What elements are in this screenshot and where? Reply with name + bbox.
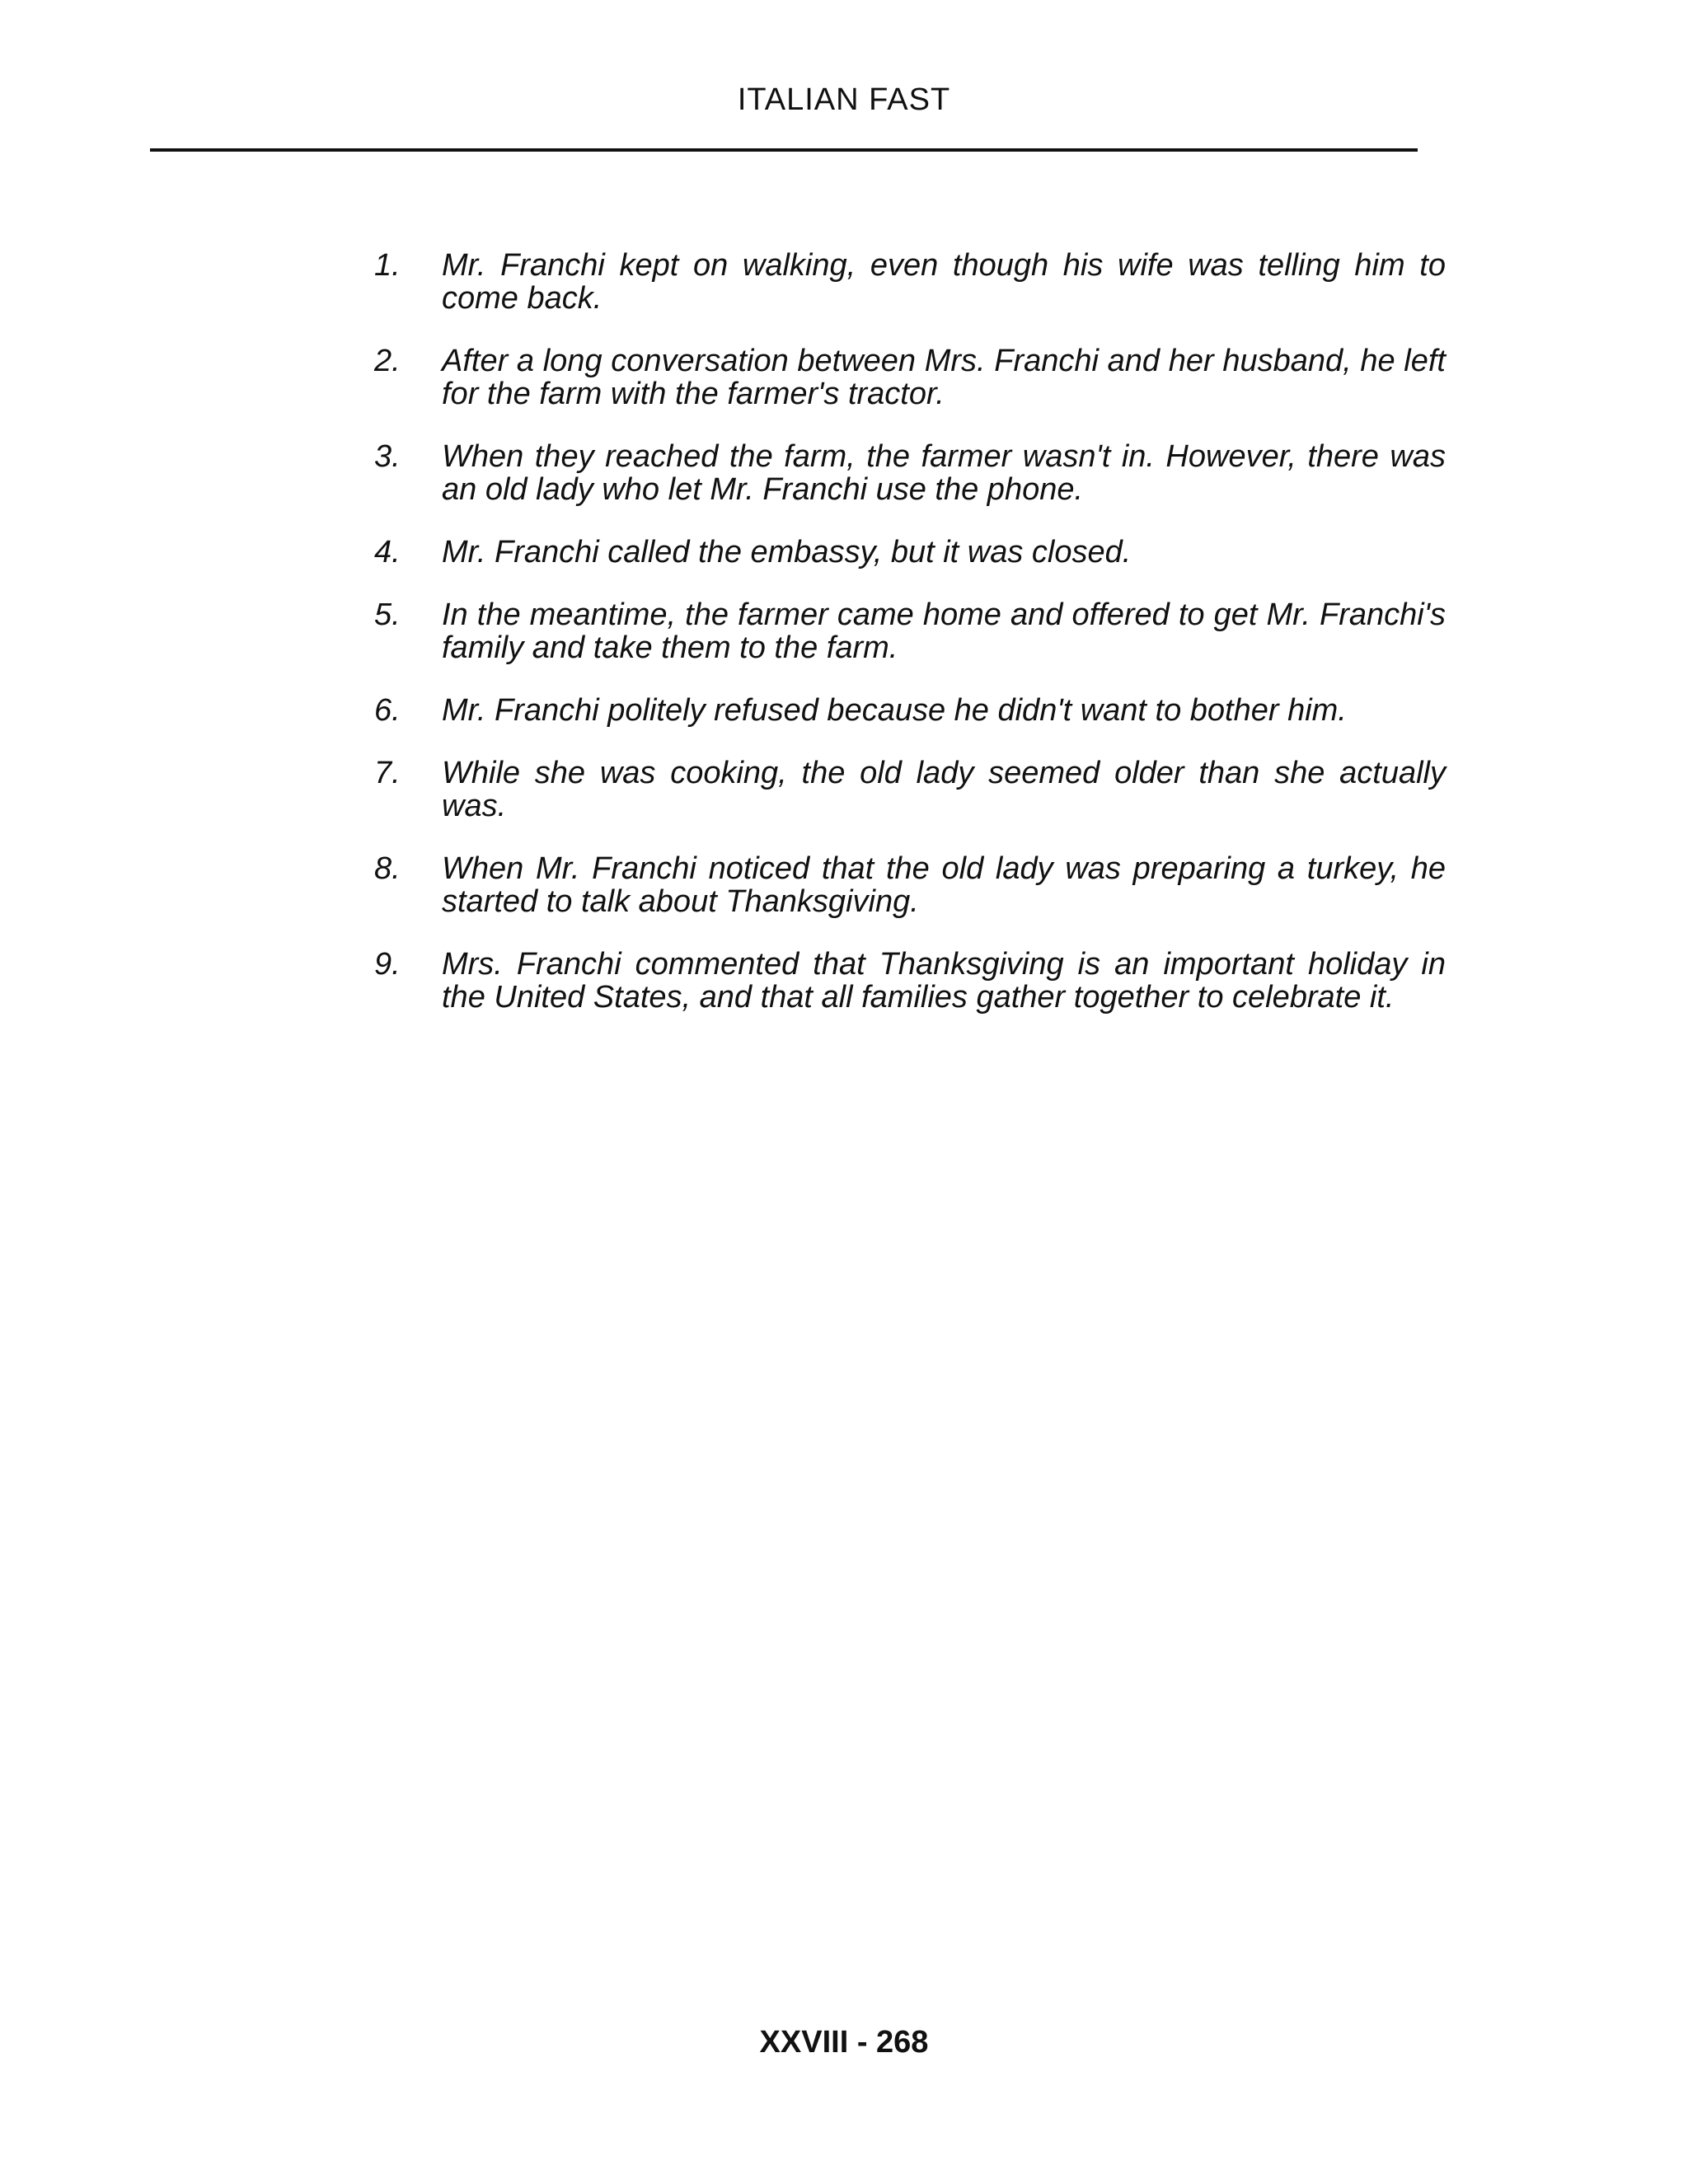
item-number: 9. — [374, 947, 401, 982]
list-item — [374, 598, 1446, 664]
page-number: XXVIII - 268 — [759, 2025, 929, 2060]
item-number: 4. — [374, 535, 401, 569]
list-item — [374, 536, 1446, 569]
item-number: 2. — [374, 344, 401, 378]
item-text: Mr. Franchi politely refused because he didn't want to bother him. — [442, 693, 1347, 728]
item-number: 1. — [374, 248, 401, 283]
item-text: While she was cooking, the old lady seemed older than she actually was. — [442, 756, 1446, 823]
list-item — [374, 249, 1446, 315]
item-number: 6. — [374, 693, 401, 728]
item-number: 5. — [374, 598, 401, 632]
list-item — [374, 344, 1446, 410]
list-item — [374, 852, 1446, 918]
item-text: When they reached the farm, the farmer wasn't in. However, there was an old lady who let Mr. Franchi use the phone. — [442, 439, 1446, 507]
item-text: Mr. Franchi kept on walking, even though his wife was telling him to come back. — [442, 248, 1446, 316]
item-number: 7. — [374, 756, 401, 790]
list-item — [374, 757, 1446, 823]
list-item — [374, 948, 1446, 1014]
list-item — [374, 694, 1446, 727]
item-text: After a long conversation between Mrs. Franchi and her husband, he left for the farm with the farmer's tractor. — [442, 344, 1446, 411]
item-number: 8. — [374, 851, 401, 886]
item-text: Mrs. Franchi commented that Thanksgiving is an important holiday in the United States, and that all families gather together to celebrate it. — [442, 947, 1446, 1015]
item-text: When Mr. Franchi noticed that the old lady was preparing a turkey, he started to talk about Thanksgiving. — [442, 851, 1446, 919]
item-number: 3. — [374, 439, 401, 474]
list-item — [374, 440, 1446, 506]
item-text: In the meantime, the farmer came home and offered to get Mr. Franchi's family and take them to the farm. — [442, 598, 1446, 665]
page-header: ITALIAN FAST — [737, 82, 951, 117]
header-rule — [150, 148, 1418, 152]
item-text: Mr. Franchi called the embassy, but it was closed. — [442, 535, 1132, 569]
statement-list — [374, 249, 1446, 1043]
